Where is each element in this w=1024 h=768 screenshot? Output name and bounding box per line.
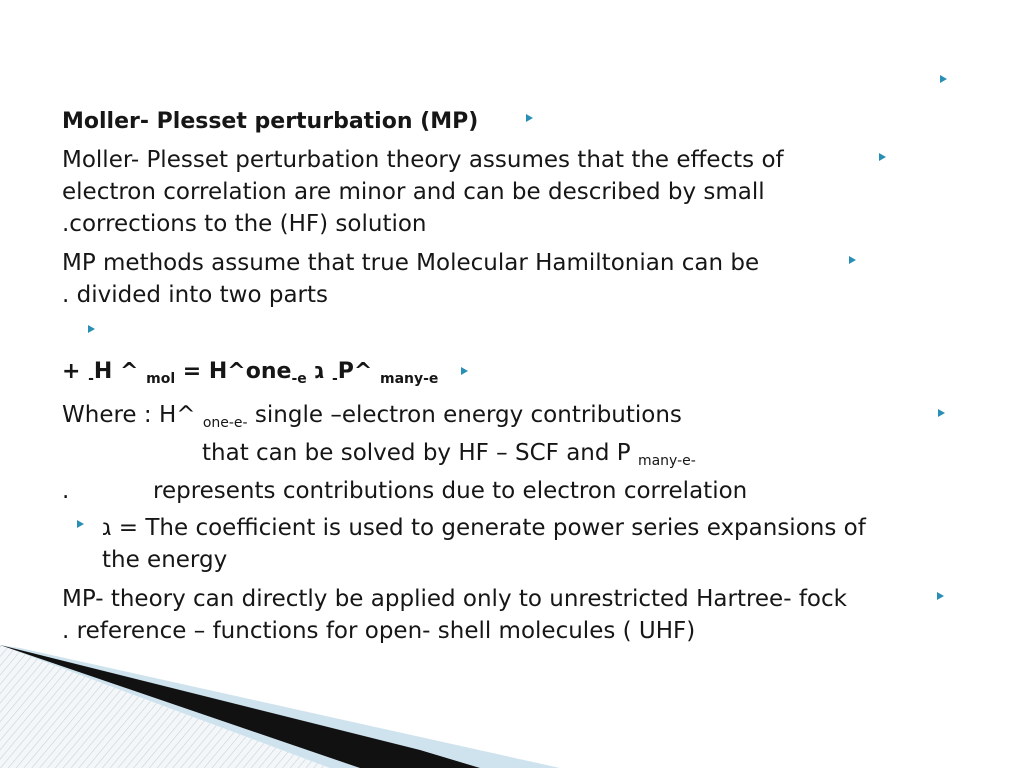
bullet-icon bbox=[461, 367, 468, 375]
where-line-1: Where : H^ $_{one-e-}$ single –electron energy contributions bbox=[62, 402, 682, 431]
coefficient-line-2: the energy bbox=[102, 547, 228, 573]
bullet-icon bbox=[938, 409, 945, 417]
uhf-line-2: . reference – functions for open- shell molecules ( UHF) bbox=[62, 618, 696, 644]
bullet-icon bbox=[879, 153, 886, 161]
decorative-swoosh bbox=[0, 600, 1024, 768]
bullet-icon bbox=[849, 256, 856, 264]
bullet-icon bbox=[940, 75, 947, 83]
where-line-3: represents contributions due to electron correlation bbox=[153, 478, 748, 504]
uhf-line-1: MP- theory can directly be applied only to unrestricted Hartree- fock bbox=[62, 586, 847, 612]
where-line-2: that can be solved by HF – SCF and P $_{many-e-}$ bbox=[202, 440, 696, 469]
where-line-3-dot: . bbox=[62, 478, 70, 504]
bullet-icon bbox=[77, 520, 84, 528]
bullet-icon bbox=[526, 114, 533, 122]
bullet-icon bbox=[937, 592, 944, 600]
hamiltonian-formula: + $_-$H ^ $_{mol}$ = H^one$_{-e}$ ג $_-$P^ $_{many-e}$ bbox=[62, 359, 439, 387]
para2-line-2: . divided into two parts bbox=[62, 282, 329, 308]
coefficient-line-1: ג = The coefficient is used to generate power series expansions of bbox=[102, 515, 866, 541]
para2-line-1: MP methods assume that true Molecular Hamiltonian can be bbox=[62, 250, 760, 276]
bullet-icon bbox=[88, 325, 95, 333]
para1-line-3: .corrections to the (HF) solution bbox=[62, 211, 427, 237]
slide-title: Moller- Plesset perturbation (MP) bbox=[62, 109, 479, 134]
para1-line-2: electron correlation are minor and can be described by small bbox=[62, 179, 765, 205]
para1-line-1: Moller- Plesset perturbation theory assumes that the effects of bbox=[62, 147, 784, 173]
